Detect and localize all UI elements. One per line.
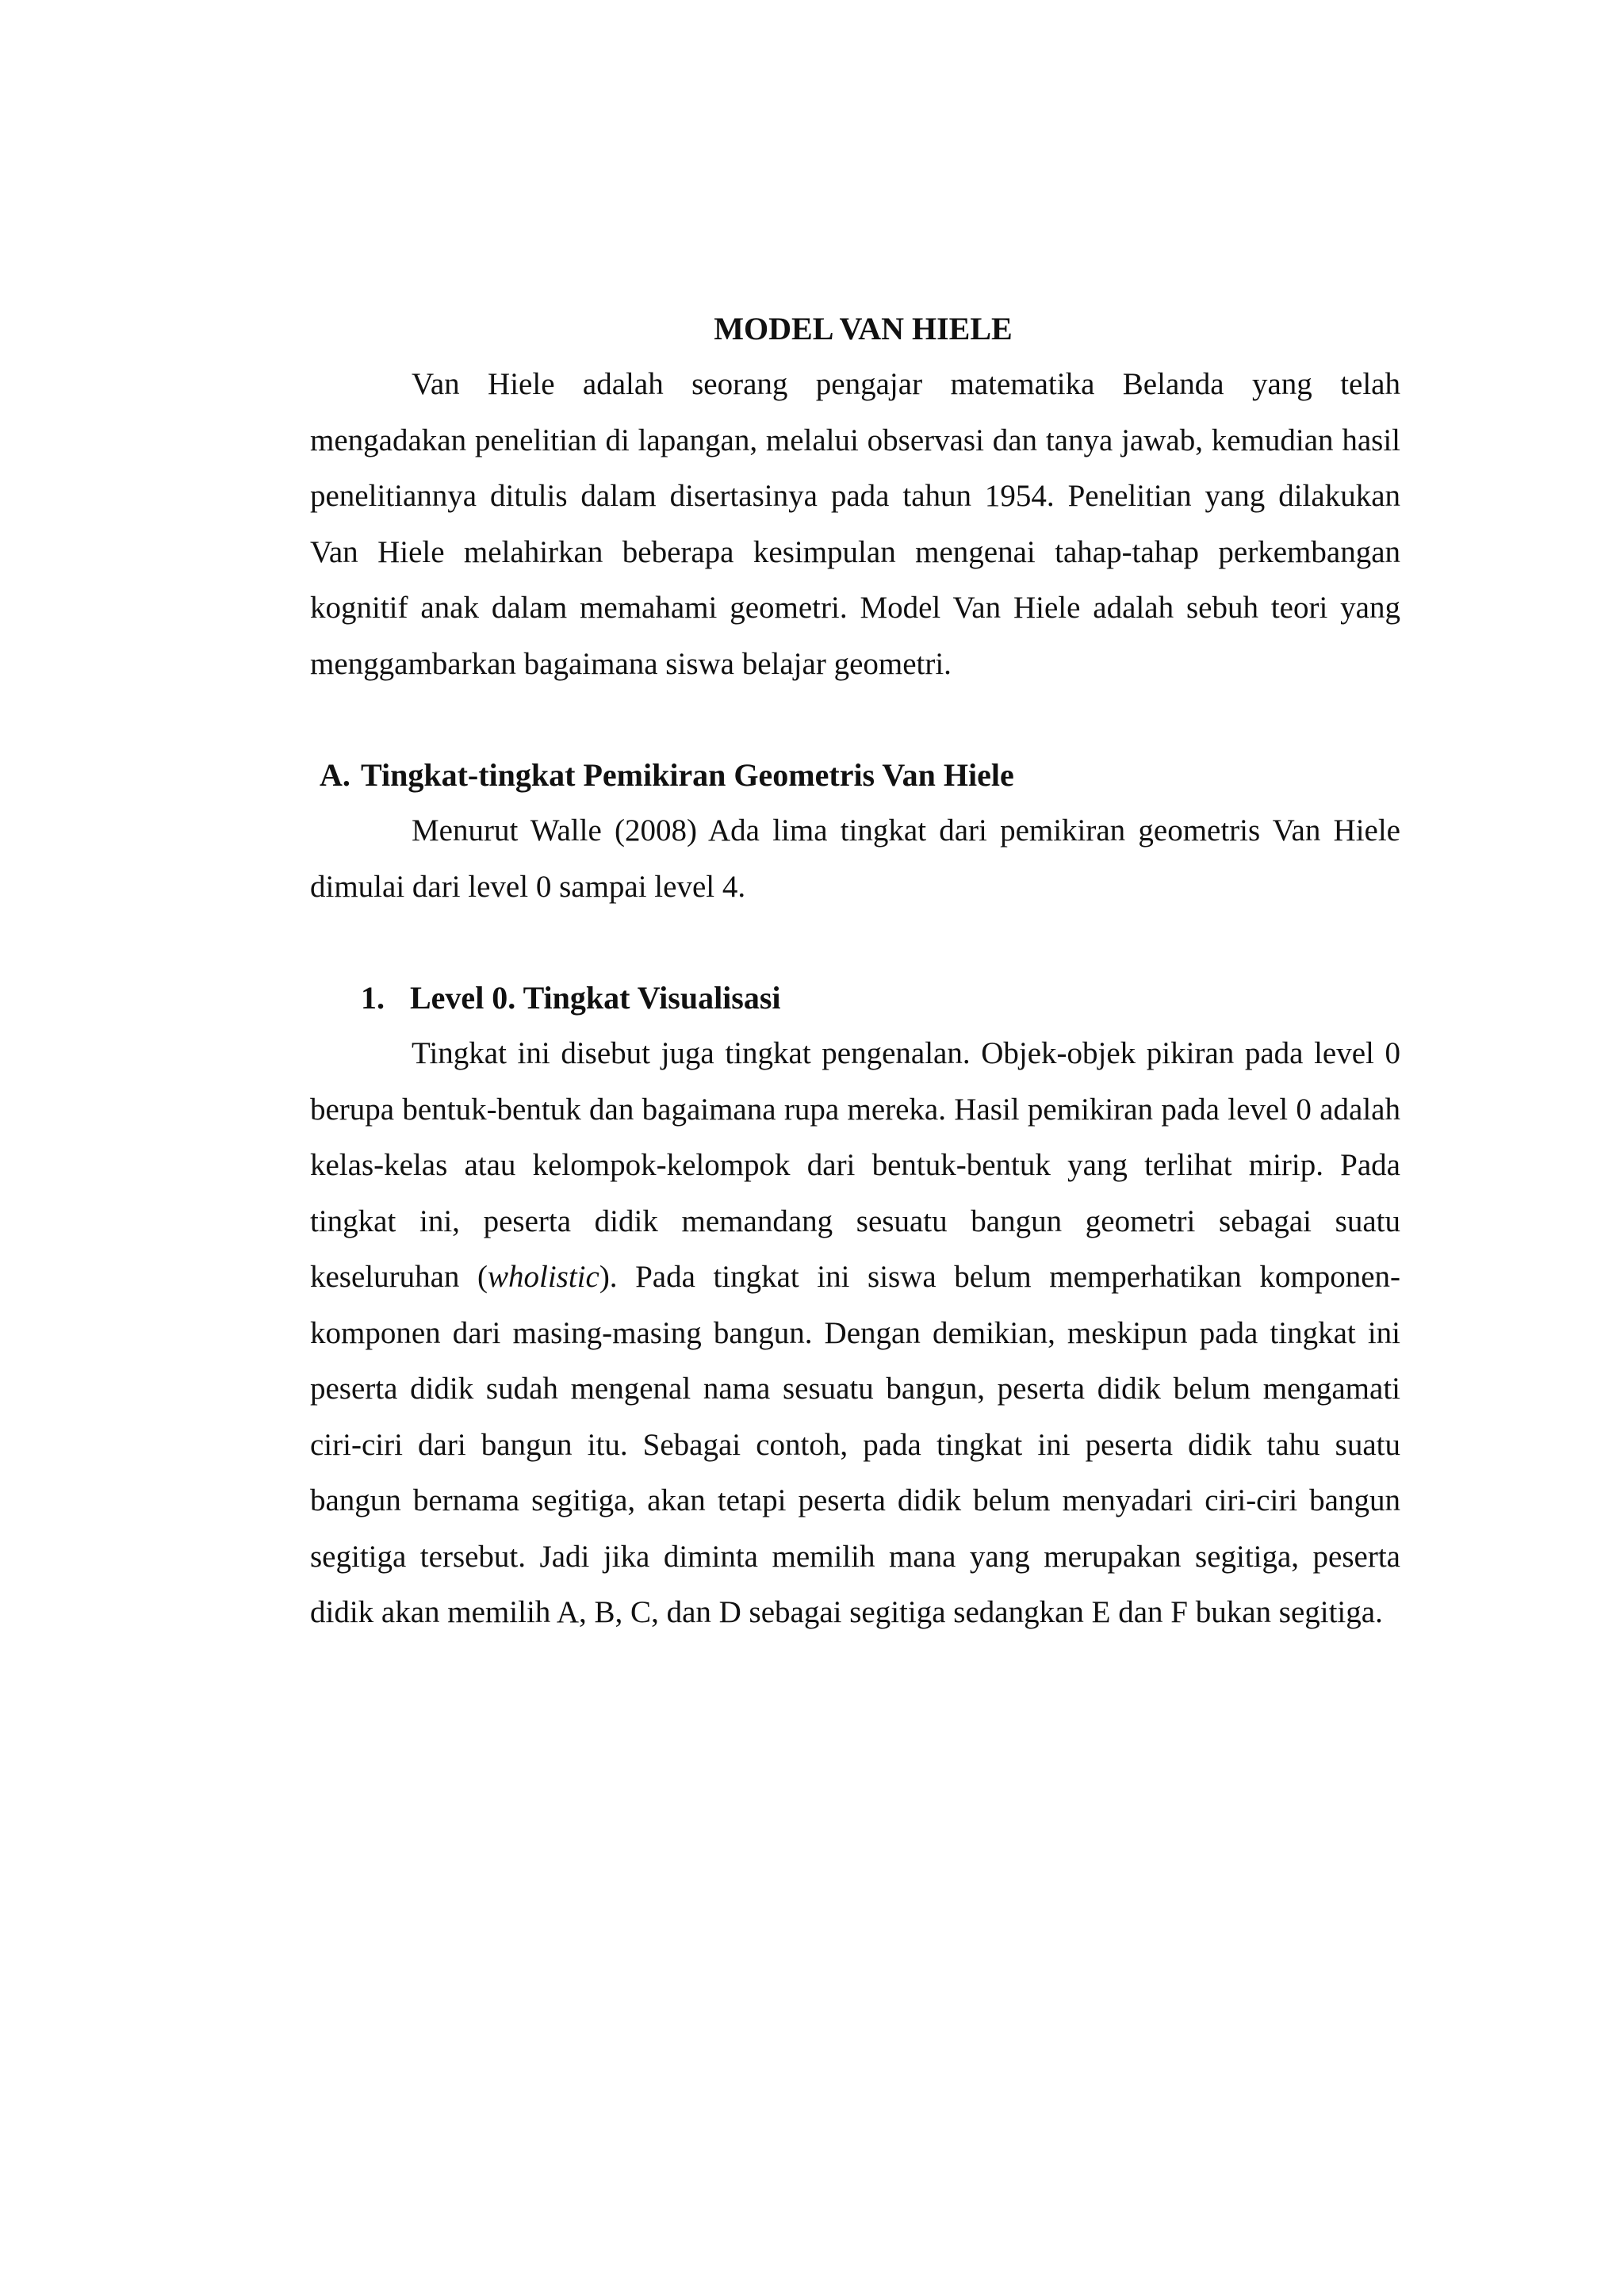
document-title: MODEL VAN HIELE — [714, 311, 1013, 346]
section-a-heading-text: Tingkat-tingkat Pemikiran Geometris Van Hiele — [361, 757, 1014, 793]
subsection-1-paragraph — [310, 1026, 1400, 1641]
page-content — [310, 301, 1400, 1641]
subsection-1-paragraph-italic: wholistic — [487, 1260, 599, 1294]
subsection-1-marker: 1. — [361, 980, 385, 1016]
intro-paragraph: Van Hiele adalah seorang pengajar matematika Belanda yang telah mengadakan penelitian di lapangan, melalui observasi dan tanya jawab, kemudian hasil penelitiannya ditulis dalam disertasinya pada tahun 1954. Penelitian yang dilakukan Van Hiele melahirkan beberapa kesimpulan mengenai tahap-tahap perkembangan kognitif anak dalam memahami geometri. Model Van Hiele adalah sebuh teori yang menggambarkan bagaimana siswa belajar geometri. — [310, 367, 1400, 681]
subsection-1-heading — [310, 970, 1400, 1026]
section-a-marker: A. — [320, 757, 350, 793]
spacer — [310, 692, 1400, 748]
subsection-1-heading-text: Level 0. Tingkat Visualisasi — [410, 980, 781, 1016]
subsection-1-paragraph-part1: Tingkat ini disebut juga tingkat pengenalan. Objek-objek pikiran pada level 0 berupa bentuk-bentuk dan bagaimana rupa mereka. Hasil pemikiran pada level 0 adalah kelas-kelas atau kelompok-kelompok dari bentuk-bentuk yang terlihat mirip. Pada tingkat ini, peserta didik memandang sesuatu bangun geometri sebagai suatu keseluruhan ( — [310, 1036, 1400, 1294]
spacer — [310, 915, 1400, 970]
section-a-heading — [310, 748, 1400, 803]
subsection-1-paragraph-part2: ). Pada tingkat ini siswa belum memperhatikan komponen-komponen dari masing-masing bangun. Dengan demikian, meskipun pada tingkat ini peserta didik sudah mengenal nama sesuatu bangun, peserta didik belum mengamati ciri-ciri dari bangun itu. Sebagai contoh, pada tingkat ini peserta didik tahu suatu bangun bernama segitiga, akan tetapi peserta didik belum menyadari ciri-ciri bangun segitiga tersebut. Jadi jika diminta memilih mana yang merupakan segitiga, peserta didik akan memilih A, B, C, dan D sebagai segitiga sedangkan E dan F bukan segitiga. — [310, 1260, 1400, 1629]
section-a-paragraph: Menurut Walle (2008) Ada lima tingkat dari pemikiran geometris Van Hiele dimulai dari level 0 sampai level 4. — [310, 813, 1400, 904]
